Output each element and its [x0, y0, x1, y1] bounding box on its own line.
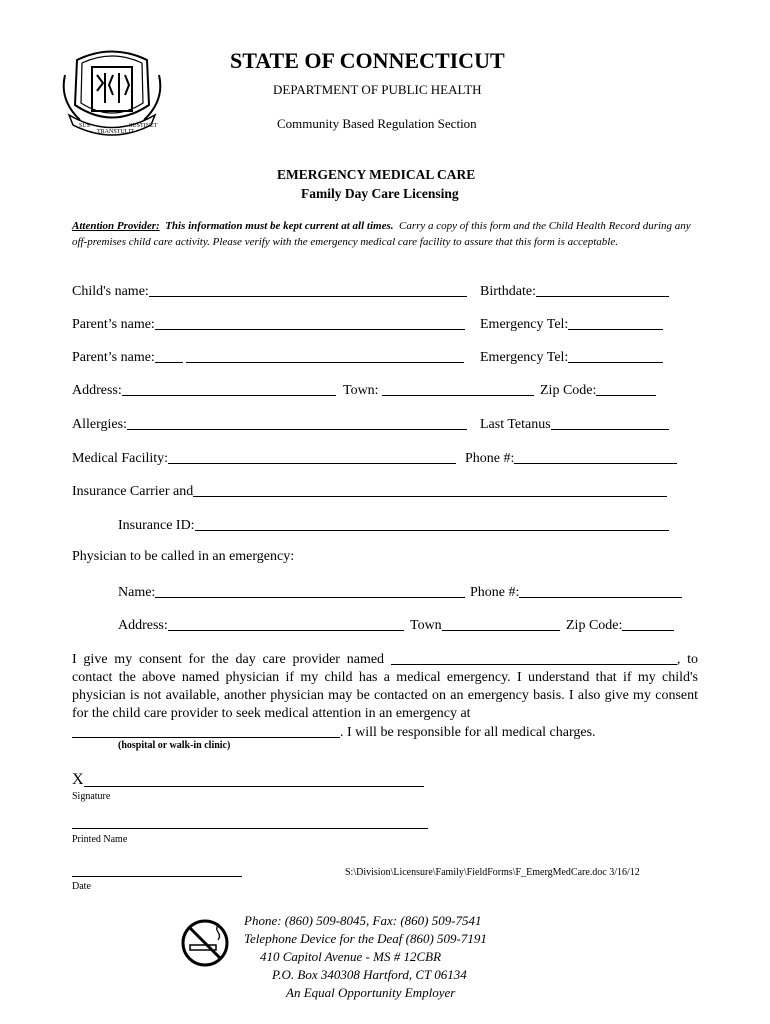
signature-line[interactable]	[84, 786, 424, 787]
parent-name-field-2[interactable]	[72, 348, 464, 366]
printed-name-label: Printed Name	[72, 834, 128, 845]
hospital-blank[interactable]	[72, 723, 340, 738]
insurance-id-field[interactable]	[118, 516, 669, 534]
zip-code-label: Zip Code:	[540, 383, 597, 398]
phone-fax-line: Phone: (860) 509-8045, Fax: (860) 509-7541	[244, 913, 482, 928]
emergency-tel-label-1: Emergency Tel:	[480, 317, 569, 332]
zip-code-field[interactable]	[540, 381, 656, 399]
consent-text-1: I give my consent for the day care provider named	[72, 652, 385, 667]
tdd-line: Telephone Device for the Deaf (860) 509-7191	[244, 931, 487, 946]
physician-zip-field[interactable]	[566, 616, 674, 634]
town-field[interactable]	[343, 381, 534, 399]
physician-zip-label: Zip Code:	[566, 618, 623, 633]
physician-address-label: Address:	[118, 618, 168, 633]
emergency-tel-field-2[interactable]	[480, 348, 663, 366]
consent-paragraph	[72, 650, 698, 742]
town-label: Town:	[343, 383, 379, 398]
parent-name-label-1: Parent’s name:	[72, 317, 155, 332]
emergency-tel-field-1[interactable]	[480, 315, 663, 333]
contact-footer	[244, 912, 487, 1002]
signature-x-mark: X	[72, 771, 84, 788]
notice-text: Carry a copy of this form and the Child Health Record during any off-premises child care activity. Please verify with the emergency medical care facility to assure that this form is acceptable.	[72, 220, 691, 248]
hospital-note: (hospital or walk-in clinic)	[118, 740, 231, 751]
child-name-label: Child's name:	[72, 284, 149, 299]
last-tetanus-label: Last Tetanus	[480, 417, 551, 432]
emergency-tel-label-2: Emergency Tel:	[480, 350, 569, 365]
address-field[interactable]	[72, 381, 336, 399]
parent-name-field-1[interactable]	[72, 315, 465, 333]
allergies-label: Allergies:	[72, 417, 127, 432]
notice-bold-text: This information must be kept current at all times.	[165, 220, 394, 232]
no-smoking-icon	[180, 918, 230, 968]
state-seal-logo	[57, 45, 167, 145]
child-name-field[interactable]	[72, 282, 467, 300]
physician-name-field[interactable]	[118, 583, 465, 601]
physician-town-field[interactable]	[410, 616, 560, 634]
provider-name-blank[interactable]	[391, 650, 677, 665]
svg-text:TRANSTULIT: TRANSTULIT	[97, 129, 134, 135]
insurance-carrier-field[interactable]	[72, 482, 667, 500]
physician-phone-field[interactable]	[470, 583, 682, 601]
address-line-1: 410 Capitol Avenue - MS # 12CBR	[260, 949, 442, 964]
physician-heading: Physician to be called in an emergency:	[72, 549, 295, 564]
form-title: EMERGENCY MEDICAL CARE	[277, 167, 476, 182]
physician-name-label: Name:	[118, 585, 156, 600]
insurance-id-label: Insurance ID:	[118, 518, 195, 533]
facility-phone-label: Phone #:	[465, 451, 515, 466]
form-subtitle: Family Day Care Licensing	[301, 186, 459, 201]
birthdate-field[interactable]	[480, 282, 669, 300]
medical-facility-field[interactable]	[72, 449, 456, 467]
date-line[interactable]	[72, 876, 242, 877]
consent-text-2: , to contact the above named physician if my child has a medical emergency. I understand that if my child's physician is not available, another physician may be contacted on an emergency basis. I also give my consent for the child care provider to seek medical attention in an emergency at	[72, 652, 699, 721]
consent-text-3: . I will be responsible for all medical charges.	[340, 725, 596, 740]
signature-label: Signature	[72, 791, 111, 802]
address-label: Address:	[72, 383, 122, 398]
address-line-2: P.O. Box 340308 Hartford, CT 06134	[272, 967, 467, 982]
notice-label: Attention Provider:	[72, 220, 160, 232]
svg-text:SUS: SUS	[79, 123, 91, 129]
section-name: Community Based Regulation Section	[277, 116, 477, 131]
department-name: DEPARTMENT OF PUBLIC HEALTH	[273, 82, 482, 97]
date-label: Date	[72, 881, 91, 892]
parent-name-label-2: Parent’s name:	[72, 350, 155, 365]
page-title: STATE OF CONNECTICUT	[230, 48, 505, 73]
last-tetanus-field[interactable]	[480, 415, 669, 433]
attention-notice	[72, 218, 702, 250]
medical-facility-label: Medical Facility:	[72, 451, 169, 466]
equal-opportunity-line: An Equal Opportunity Employer	[286, 985, 456, 1000]
physician-town-label: Town	[410, 618, 442, 633]
insurance-carrier-label: Insurance Carrier and	[72, 484, 194, 499]
allergies-field[interactable]	[72, 415, 467, 433]
birthdate-label: Birthdate:	[480, 284, 536, 299]
svg-text:SUSTINET: SUSTINET	[129, 123, 158, 129]
physician-phone-label: Phone #:	[470, 585, 520, 600]
printed-name-line[interactable]	[72, 828, 428, 829]
file-path-text: S:\Division\Licensure\Family\FieldForms\F_EmergMedCare.doc 3/16/12	[345, 867, 640, 878]
facility-phone-field[interactable]	[465, 449, 677, 467]
physician-address-field[interactable]	[118, 616, 404, 634]
